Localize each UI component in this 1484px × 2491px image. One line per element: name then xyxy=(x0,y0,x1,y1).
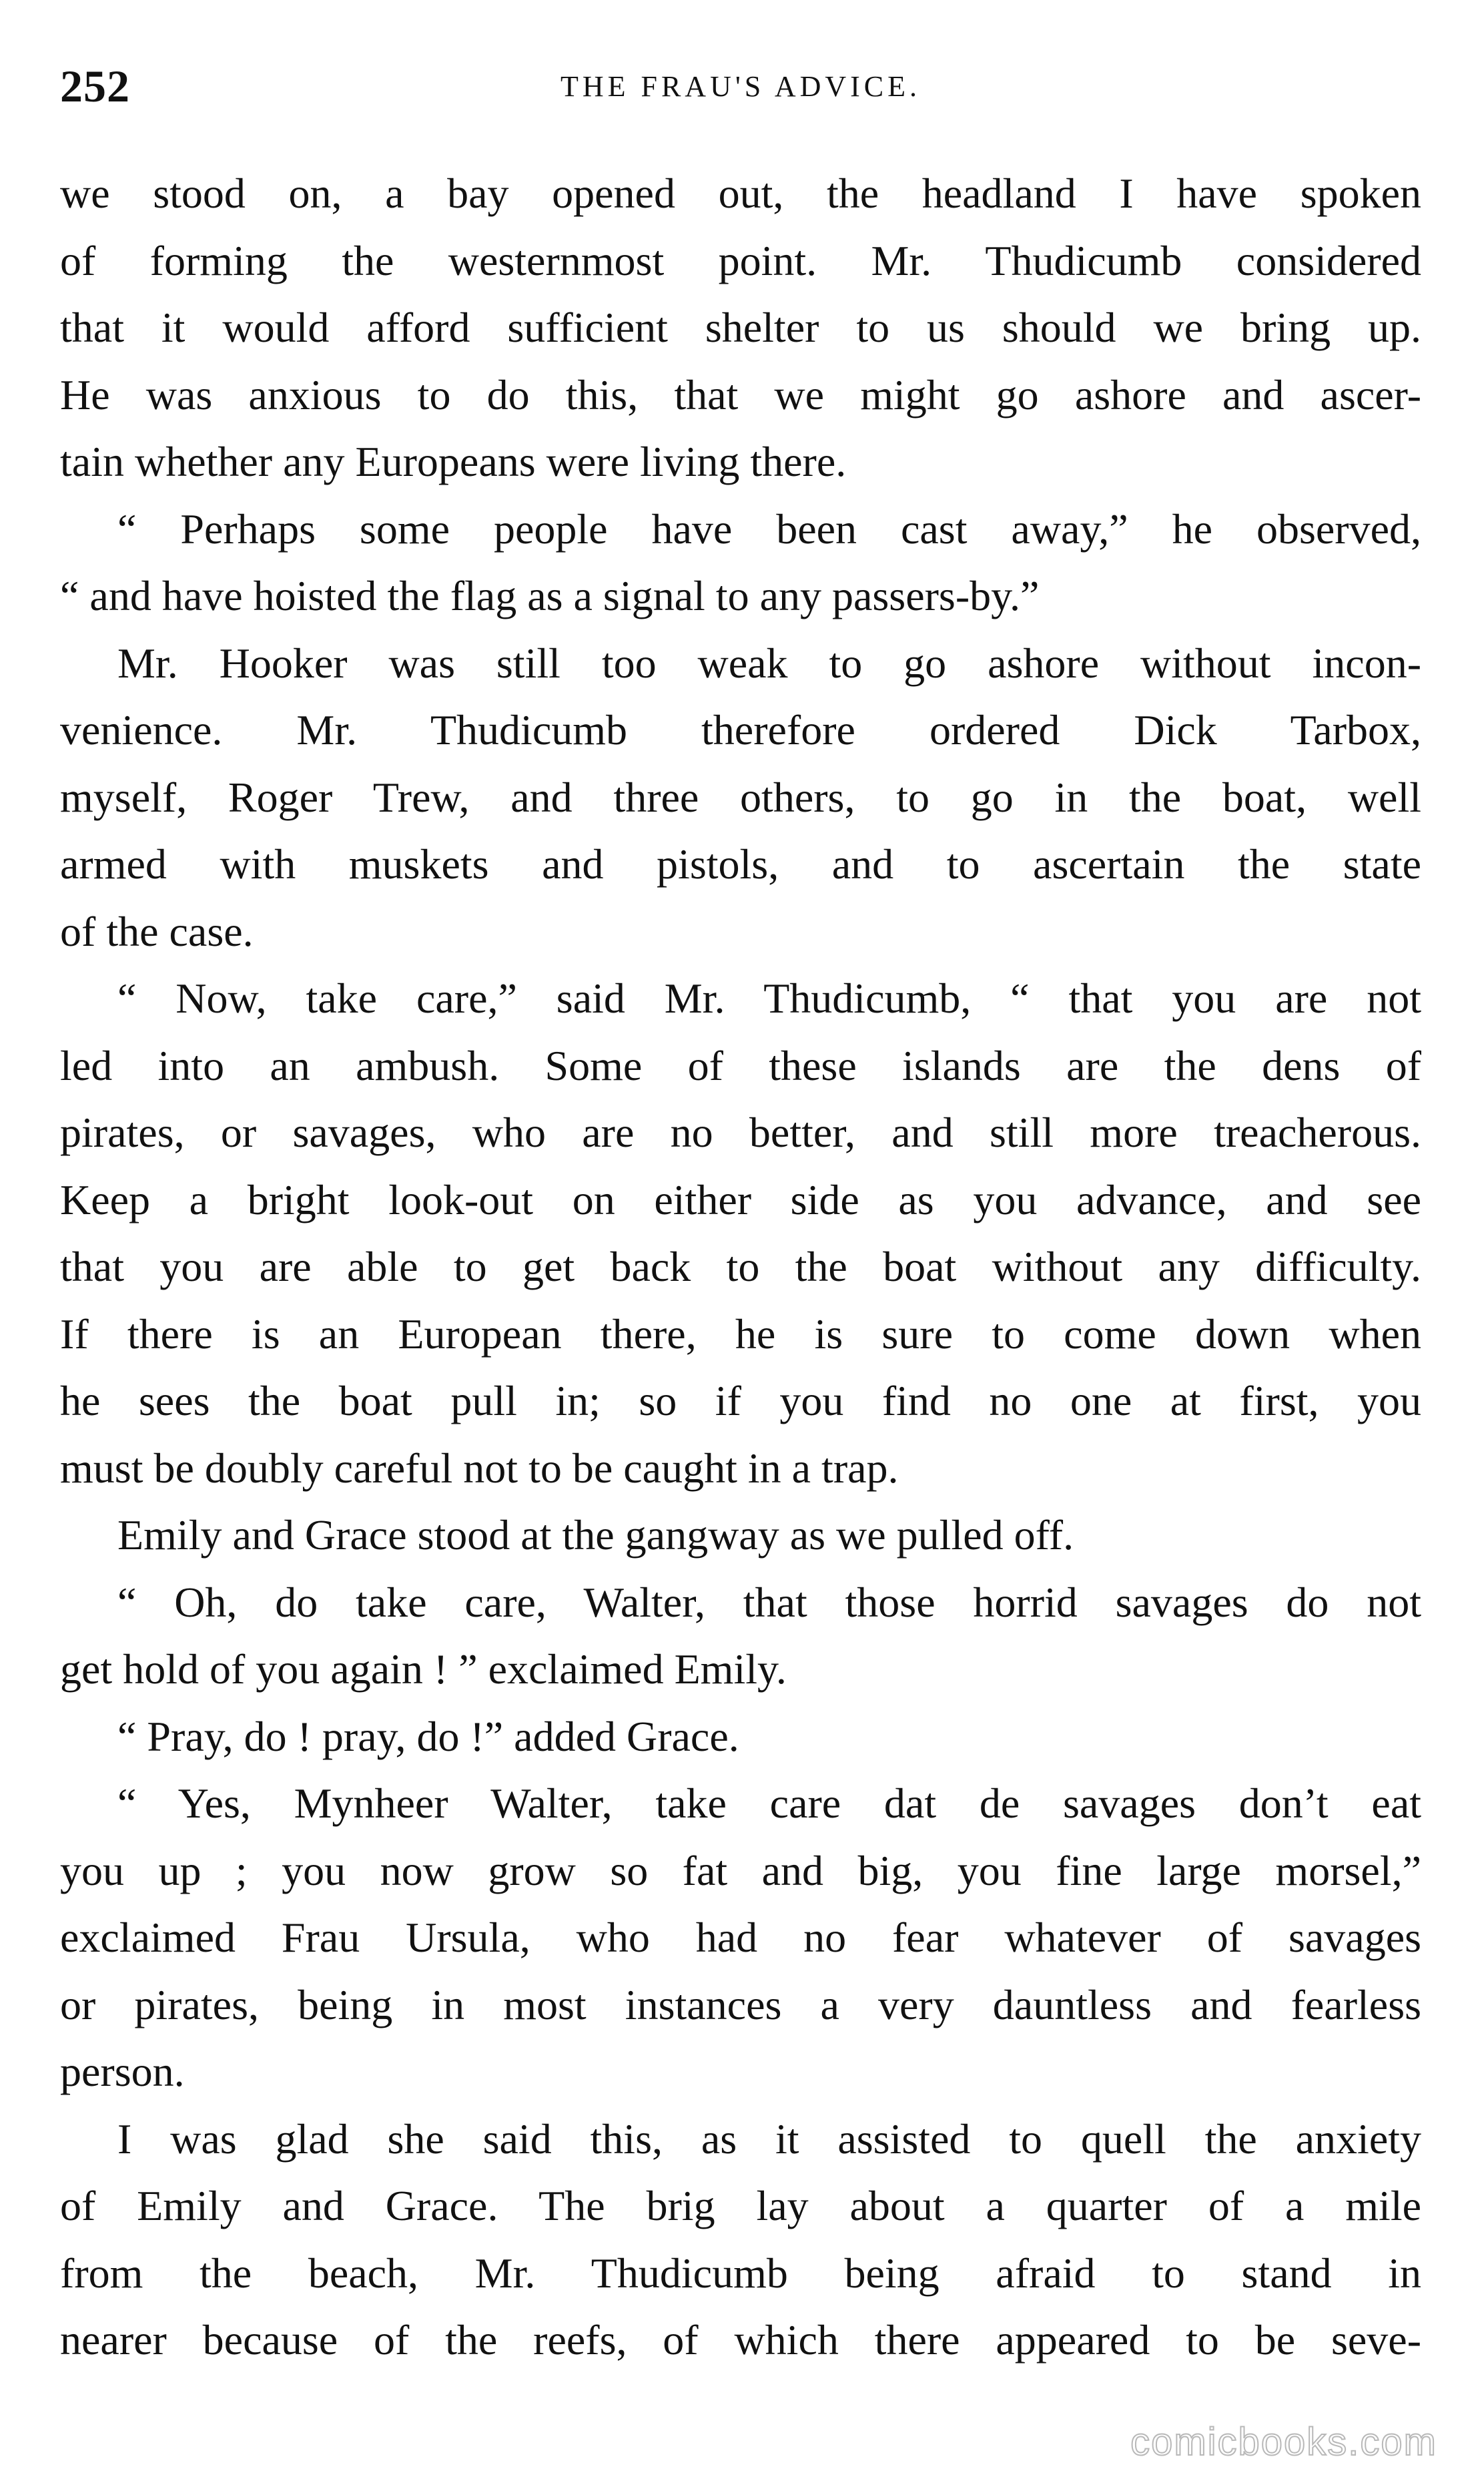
text-line: Keep a bright look-out on either side as you advance, and see xyxy=(60,1175,1421,1223)
text-line: of the case. xyxy=(60,907,254,955)
text-line: led into an ambush. Some of these islands are the dens of xyxy=(60,1041,1421,1089)
text-line: that it would afford sufficient shelter to us should we bring up. xyxy=(60,304,1421,351)
text-line: that you are able to get back to the boat without any difficulty. xyxy=(60,1243,1421,1290)
text-line: “ and have hoisted the flag as a signal to any passers-by.” xyxy=(60,572,1040,619)
text-line: Mr. Hooker was still too weak to go ashore without incon- xyxy=(117,639,1421,687)
watermark: comicbooks.com xyxy=(1130,2420,1437,2464)
text-line: venience. Mr. Thudicumb therefore ordered Dick Tarbox, xyxy=(60,706,1421,754)
text-line: He was anxious to do this, that we might go ashore and ascer- xyxy=(60,370,1421,419)
text-line: “ Perhaps some people have been cast away,” he observed, xyxy=(117,505,1421,553)
text-line: of Emily and Grace. The brig lay about a quarter of a mile xyxy=(60,2182,1421,2229)
text-line: he sees the boat pull in; so if you find no one at first, you xyxy=(60,1377,1421,1424)
text-line: “ Yes, Mynheer Walter, take care dat de savages don’t eat xyxy=(117,1779,1421,1827)
text-line: you up ; you now grow so fat and big, you fine large morsel,” xyxy=(60,1846,1421,1894)
text-line: get hold of you again ! ” exclaimed Emily. xyxy=(60,1645,787,1693)
text-line: of forming the westernmost point. Mr. Thudicumb considered xyxy=(60,236,1421,284)
text-line: from the beach, Mr. Thudicumb being afraid to stand in xyxy=(60,2249,1421,2297)
text-line: or pirates, being in most instances a very dauntless and fearless xyxy=(60,1980,1421,2028)
text-line: myself, Roger Trew, and three others, to go in the boat, well xyxy=(60,773,1421,821)
text-line: Emily and Grace stood at the gangway as we pulled off. xyxy=(117,1511,1074,1559)
text-line: “ Pray, do ! pray, do !” added Grace. xyxy=(117,1712,739,1760)
page-header xyxy=(60,60,1421,120)
text-line: I was glad she said this, as it assisted to quell the anxiety xyxy=(117,2115,1421,2163)
body-text xyxy=(60,160,1421,2374)
text-line: tain whether any Europeans were living there. xyxy=(60,438,847,485)
text-line: nearer because of the reefs, of which there appeared to be seve- xyxy=(60,2316,1421,2364)
page-number: 252 xyxy=(60,61,130,111)
text-line: we stood on, a bay opened out, the headland I have spoken xyxy=(60,170,1421,217)
text-line: pirates, or savages, who are no better, and still more treacherous. xyxy=(60,1109,1421,1156)
text-line: exclaimed Frau Ursula, who had no fear whatever of savages xyxy=(60,1914,1421,1961)
text-line: “ Oh, do take care, Walter, that those horrid savages do not xyxy=(117,1578,1421,1626)
text-line: must be doubly careful not to be caught in a trap. xyxy=(60,1444,899,1492)
text-line: “ Now, take care,” said Mr. Thudicumb, “ that you are not xyxy=(117,975,1421,1022)
text-line: armed with muskets and pistols, and to ascertain the state xyxy=(60,840,1421,888)
text-line: If there is an European there, he is sure to come down when xyxy=(60,1310,1421,1358)
text-line: person. xyxy=(60,2048,185,2095)
running-title: THE FRAU'S ADVICE. xyxy=(560,70,921,103)
